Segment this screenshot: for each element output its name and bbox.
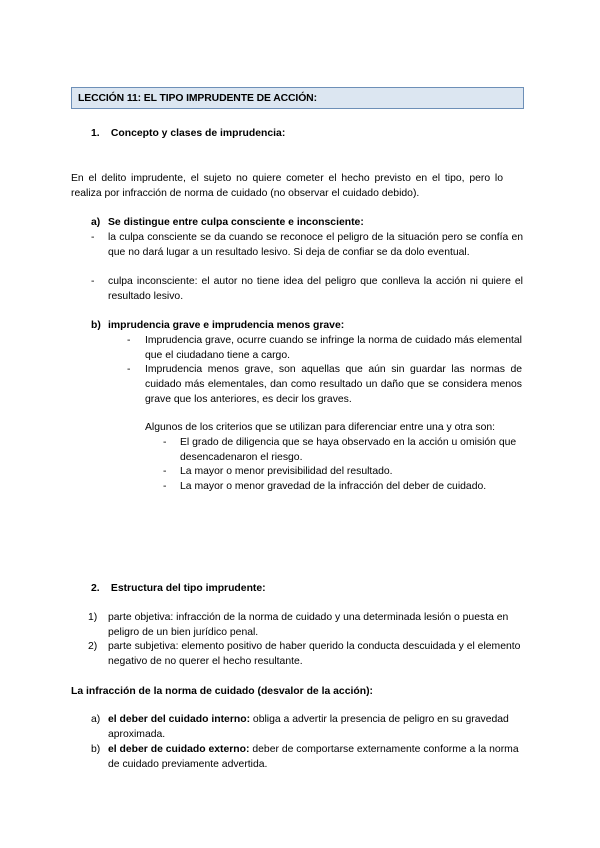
subsection-a-title: Se distingue entre culpa consciente e inconsciente:	[108, 217, 364, 228]
subsection-b-marker: b)	[91, 320, 101, 331]
subsection-a-marker: a)	[91, 217, 101, 228]
intro-paragraph: En el delito imprudente, el sujeto no quiere cometer el hecho previsto en el tipo, pero lo realiza por infracción de norma de cuidado (no observar el cuidado debido).	[71, 173, 503, 199]
list-item-text: la culpa consciente se da cuando se reconoce el peligro de la situación pero se confía en que no dará lugar a un resultado lesivo. Si deja de confiar se da dolo eventual.	[108, 232, 523, 258]
list-item-text	[108, 712, 523, 742]
list-item	[163, 435, 523, 465]
lesson-title: LECCIÓN 11: EL TIPO IMPRUDENTE DE ACCIÓN:	[71, 87, 524, 109]
section-1-title: Concepto y clases de imprudencia:	[110, 128, 286, 139]
duty-description: obliga a advertir la presencia de peligro en su gravedad aproximada.	[108, 714, 509, 740]
list-item	[91, 712, 523, 742]
list-number: 1)	[88, 612, 98, 623]
list-bullet: -	[127, 335, 131, 346]
duty-description: deber de comportarse externamente conforme a la norma de cuidado previamente advertida.	[108, 744, 519, 770]
section-2-title: Estructura del tipo imprudente:	[110, 583, 266, 594]
list-letter: a)	[91, 714, 101, 725]
duty-term: el deber del cuidado interno:	[108, 714, 251, 725]
list-item	[163, 464, 523, 479]
list-bullet: -	[91, 232, 95, 243]
list-item	[127, 333, 522, 363]
list-item	[91, 742, 523, 772]
duty-term: el deber de cuidado externo:	[108, 744, 250, 755]
list-item-text: La mayor o menor gravedad de la infracción del deber de cuidado.	[180, 481, 487, 492]
list-letter: b)	[91, 744, 101, 755]
list-item-text: Imprudencia menos grave, son aquellas que aún sin guardar las normas de cuidado más elementales, dan como resultado un daño que se considera menos grave que los anteriores, es decir los graves.	[145, 364, 522, 405]
list-item	[91, 230, 523, 260]
section-2-number: 2.	[91, 583, 100, 594]
list-bullet: -	[163, 437, 167, 448]
list-bullet: -	[127, 364, 131, 375]
list-item-text: parte objetiva: infracción de la norma de cuidado y una determinada lesión o puesta en peligro de un bien jurídico penal.	[108, 612, 509, 638]
list-item	[163, 479, 523, 494]
subsection-a-heading	[91, 215, 511, 230]
section-1-number: 1.	[91, 128, 100, 139]
list-item-text: culpa inconsciente: el autor no tiene idea del peligro que conlleva la acción ni quiere el resultado lesivo.	[108, 276, 523, 302]
criteria-intro: Algunos de los criterios que se utilizan para diferenciar entre una y otra son:	[145, 422, 496, 433]
list-item-text: Imprudencia grave, ocurre cuando se infringe la norma de cuidado más elemental que el ciudadano tiene a cargo.	[145, 335, 522, 361]
list-item-text: parte subjetiva: elemento positivo de haber querido la conducta descuidada y el elemento negativo de no querer el hecho resultante.	[108, 641, 521, 667]
duty-of-care-subheading: La infracción de la norma de cuidado (desvalor de la acción):	[71, 686, 373, 697]
list-item-text	[108, 742, 523, 772]
list-item	[88, 639, 523, 669]
list-item	[91, 274, 523, 304]
list-bullet: -	[163, 466, 167, 477]
list-bullet: -	[91, 276, 95, 287]
section-1-heading	[91, 126, 285, 141]
list-bullet: -	[163, 481, 167, 492]
subsection-b-title: imprudencia grave e imprudencia menos grave:	[108, 320, 345, 331]
subsection-b-heading	[91, 318, 511, 333]
list-item-text: El grado de diligencia que se haya observado en la acción u omisión que desencadenaron el riesgo.	[180, 437, 517, 463]
section-2-heading	[91, 581, 266, 596]
list-item	[88, 610, 523, 640]
list-item-text: La mayor o menor previsibilidad del resultado.	[180, 466, 393, 477]
list-item	[127, 362, 522, 407]
list-number: 2)	[88, 641, 98, 652]
